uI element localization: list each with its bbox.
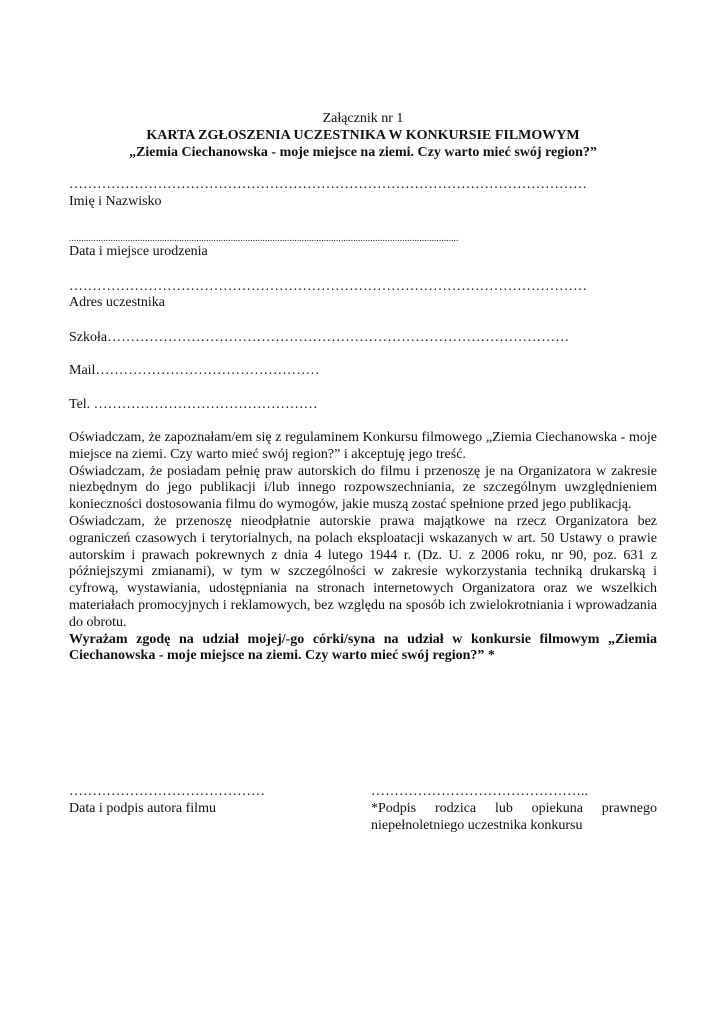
declarations — [69, 430, 657, 665]
form-title: KARTA ZGŁOSZENIA UCZESTNIKA W KONKURSIE FILMOWYM — [146, 128, 580, 143]
guardian-signature-label: *Podpis rodzica lub opiekuna prawnego niepełnoletniego uczestnika konkursu — [371, 801, 657, 833]
tel-field[interactable]: Tel. ………………………………………… — [69, 397, 318, 412]
address-field-line[interactable]: ………………………………………………………………………………………………… — [69, 279, 587, 294]
author-signature — [69, 783, 319, 817]
address-label: Adres uczestnika — [69, 295, 166, 310]
mail-field[interactable]: Mail………………………………………… — [69, 363, 320, 378]
contest-subtitle: „Ziemia Ciechanowska - moje miejsce na ziemi. Czy warto mieć swój region?” — [129, 145, 597, 160]
consent-statement: Wyrażam zgodę na udział mojej/-go córki/syna na udział w konkursie filmowym „Ziemia Ciechanowska - moje miejsce na ziemi. Czy warto mieć swój region?” * — [69, 631, 657, 664]
declaration-regulations: Oświadczam, że zapoznałam/em się z regulaminem Konkursu filmowego „Ziemia Ciechanowska - moje miejsce na ziemi. Czy warto mieć swój region?” i akceptuję jego treść. — [69, 430, 657, 462]
name-field-line[interactable]: ………………………………………………………………………………………………… — [69, 177, 587, 192]
birth-field-line[interactable]: ............................................................................................................................................................... — [69, 233, 459, 243]
guardian-signature-line[interactable]: ……………………………………….. — [371, 784, 588, 799]
header — [69, 110, 657, 161]
author-signature-label: Data i podpis autora filmu — [69, 801, 216, 816]
school-field[interactable]: Szkoła……………………………………………………………………………………… — [69, 330, 570, 345]
declaration-transfer: Oświadczam, że przenoszę nieodpłatnie autorskie prawa majątkowe na rzecz Organizatora bez ograniczeń czasowych i terytorialnych, na polach eksploatacji wskazanych w art. 50 Ustawy o prawie autorskim i prawach pokrewnych z dnia 4 lutego 1944 r. (Dz. U. z 2006 roku, nr 90, poz. 631 z późniejszymi zmianami), w tym w szczególności w zakresie wykorzystania techniką drukarską i cyfrową, wystawiania, udostępniania na stronach internetowych Organizatora oraz we wszelkich materiałach promocyjnych i reklamowych, bez względu na sposób ich zwielokrotniania i wprowadzania do obrotu. — [69, 513, 657, 630]
name-label: Imię i Nazwisko — [69, 194, 162, 209]
attachment-label: Załącznik nr 1 — [322, 111, 404, 126]
declaration-copyright: Oświadczam, że posiadam pełnię praw autorskich do filmu i przenoszę je na Organizatora w zakresie niezbędnym do jego publikacji i/lub innego rozpowszechniania, ze szczególnym uwzględnieniem konieczności dostosowania filmu do wymogów, jakie muszą zostać spełnione przed jego publikacją. — [69, 463, 657, 513]
guardian-signature — [371, 783, 657, 834]
author-signature-line[interactable]: …………………………………… — [69, 784, 265, 799]
birth-label: Data i miejsce urodzenia — [69, 244, 208, 259]
